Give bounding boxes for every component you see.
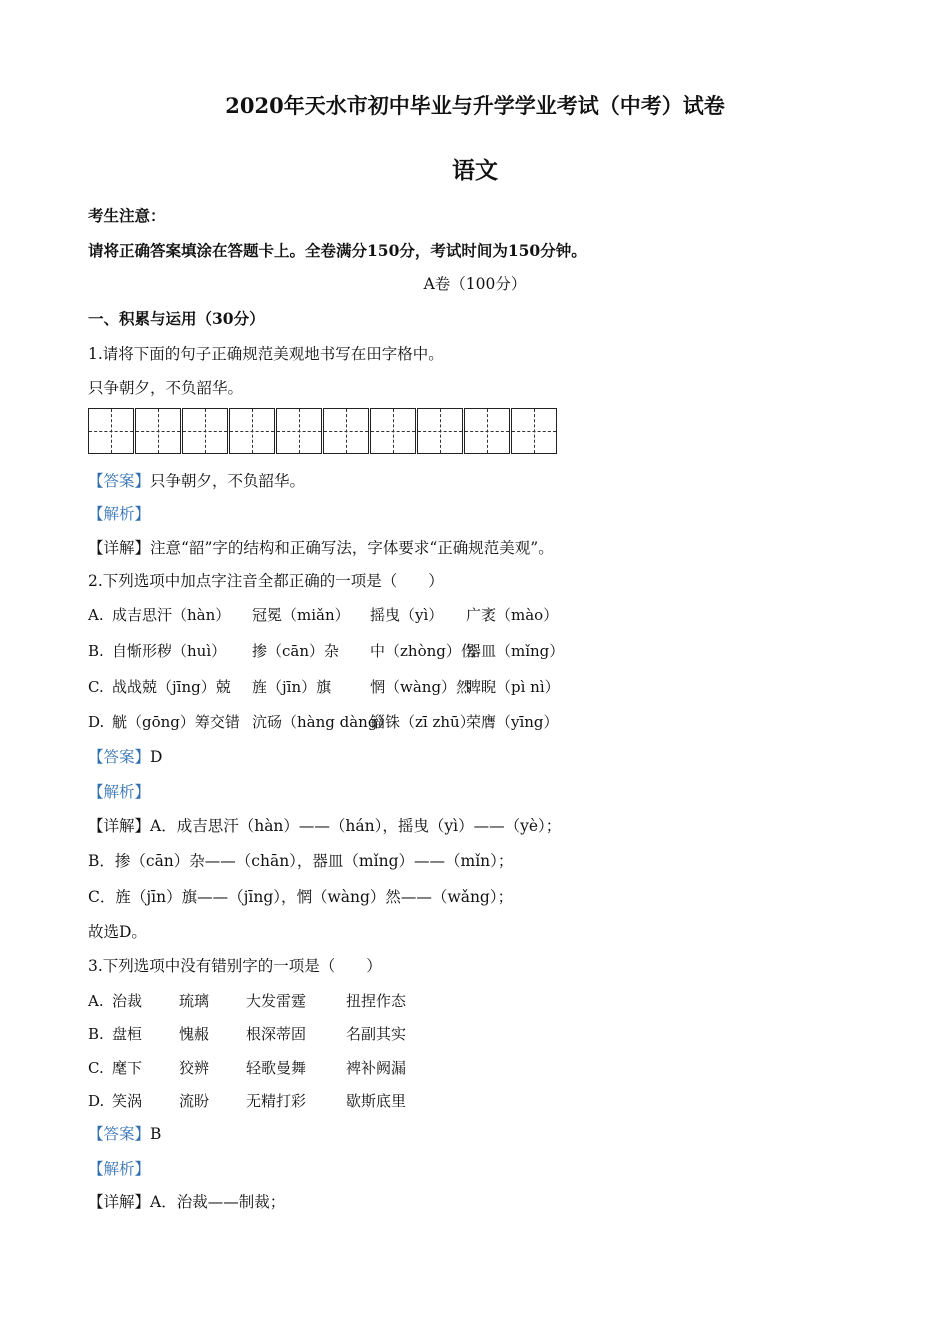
option-item: 旌（jīn）旗 [252, 678, 332, 696]
option-item: 治裁 [112, 992, 143, 1010]
q2-detail-3: 故选D。 [88, 923, 147, 941]
answer-text: B [150, 1125, 162, 1143]
tianzige-cell [464, 408, 510, 454]
q2-question: 2.下列选项中加点字注音全都正确的一项是（ ） [88, 572, 444, 590]
answer-tag: 【答案】 [88, 748, 151, 766]
subject-title: 语文 [452, 157, 498, 184]
q2-detail-2: C．旌（jīn）旗——（jīng），惘（wàng）然——（wǎng）； [88, 888, 514, 906]
option-letter: C. [88, 1059, 104, 1077]
option-item: 冠冕（miǎn） [252, 606, 350, 624]
option-item: 沆砀（hàng dàng） [252, 713, 393, 731]
q3-answer [88, 1123, 161, 1145]
option-item: 扭捏作态 [346, 992, 407, 1010]
detail-text: A．成吉思汗（hàn）——（hán），摇曳（yì）——（yè）； [150, 817, 562, 835]
option-item: 笑涡 [112, 1092, 143, 1110]
option-item: 盘桓 [112, 1025, 143, 1043]
tianzige-cell [276, 408, 322, 454]
q3-question: 3.下列选项中没有错别字的一项是（ ） [88, 957, 382, 975]
q2-analysis: 【解析】 [88, 783, 151, 801]
option-item: 惘（wàng）然 [370, 678, 472, 696]
tianzige-cell [417, 408, 463, 454]
option-letter: D. [88, 713, 105, 731]
option-item: 狡辨 [179, 1059, 210, 1077]
option-item: 自惭形秽（huì） [112, 642, 227, 660]
option-item: 荣膺（yīng） [466, 713, 559, 731]
answer-tag: 【答案】 [88, 1125, 151, 1143]
detail-text: 注意“韶”字的结构和正确写法，字体要求“正确规范美观”。 [150, 539, 554, 557]
option-item: 裨补阙漏 [346, 1059, 407, 1077]
option-letter: A. [88, 606, 104, 624]
option-letter: B. [88, 1025, 104, 1043]
option-item: 成吉思汗（hàn） [112, 606, 231, 624]
detail-tag: 【详解】 [88, 1193, 151, 1211]
q3-detail [88, 1191, 285, 1213]
notice-text: 请将正确答案填涂在答题卡上。全卷满分150分，考试时间为150分钟。 [88, 241, 587, 260]
q2-detail-0 [88, 815, 561, 837]
answer-text: D [150, 748, 163, 766]
tianzige-cell [229, 408, 275, 454]
exam-title: 2020年天水市初中毕业与升学学业考试（中考）试卷 [225, 93, 725, 118]
option-item: 歇斯底里 [346, 1092, 407, 1110]
option-item: 中（zhòng）伤 [370, 642, 476, 660]
option-item: 觥（gōng）筹交错 [112, 713, 240, 731]
option-item: 名副其实 [346, 1025, 407, 1043]
tianzige-grid [88, 408, 558, 454]
tianzige-cell [370, 408, 416, 454]
option-item: 愧赧 [179, 1025, 210, 1043]
part-one-title: 一、积累与运用（30分） [88, 309, 265, 328]
tianzige-cell [182, 408, 228, 454]
q2-detail-1: B．掺（cān）杂——（chān），器皿（mǐng）——（mǐn）； [88, 852, 514, 870]
tianzige-cell [135, 408, 181, 454]
option-item: 摇曳（yì） [370, 606, 444, 624]
detail-tag: 【详解】 [88, 539, 151, 557]
option-item: 无精打彩 [246, 1092, 307, 1110]
notice-label: 考生注意： [88, 206, 166, 225]
q1-question: 1.请将下面的句子正确规范美观地书写在田字格中。 [88, 345, 444, 363]
option-item: 流盼 [179, 1092, 210, 1110]
option-item: 掺（cān）杂 [252, 642, 340, 660]
option-item: 广袤（mào） [466, 606, 559, 624]
option-item: 琉璃 [179, 992, 210, 1010]
detail-tag: 【详解】 [88, 817, 151, 835]
option-item: 锱铢（zī zhū） [370, 713, 475, 731]
option-item: 根深蒂固 [246, 1025, 307, 1043]
tianzige-cell [323, 408, 369, 454]
answer-text: 只争朝夕，不负韶华。 [150, 472, 306, 490]
option-item: 睥睨（pì nì） [466, 678, 560, 696]
option-item: 麾下 [112, 1059, 143, 1077]
q1-analysis: 【解析】 [88, 505, 151, 523]
option-item: 器皿（mǐng） [466, 642, 565, 660]
option-letter: B. [88, 642, 104, 660]
tianzige-cell [511, 408, 557, 454]
option-letter: D. [88, 1092, 105, 1110]
detail-text: A．治裁——制裁； [150, 1193, 286, 1211]
option-letter: C. [88, 678, 104, 696]
q2-answer [88, 746, 162, 768]
option-letter: A. [88, 992, 104, 1010]
q1-answer [88, 470, 305, 492]
option-item: 轻歌曼舞 [246, 1059, 307, 1077]
section-a-title: A卷（100分） [423, 275, 527, 293]
tianzige-cell [88, 408, 134, 454]
q1-detail [88, 537, 554, 559]
q3-analysis: 【解析】 [88, 1160, 151, 1178]
option-item: 战战兢（jīng）兢 [112, 678, 231, 696]
answer-tag: 【答案】 [88, 472, 151, 490]
q1-sentence: 只争朝夕，不负韶华。 [88, 379, 244, 397]
option-item: 大发雷霆 [246, 992, 307, 1010]
